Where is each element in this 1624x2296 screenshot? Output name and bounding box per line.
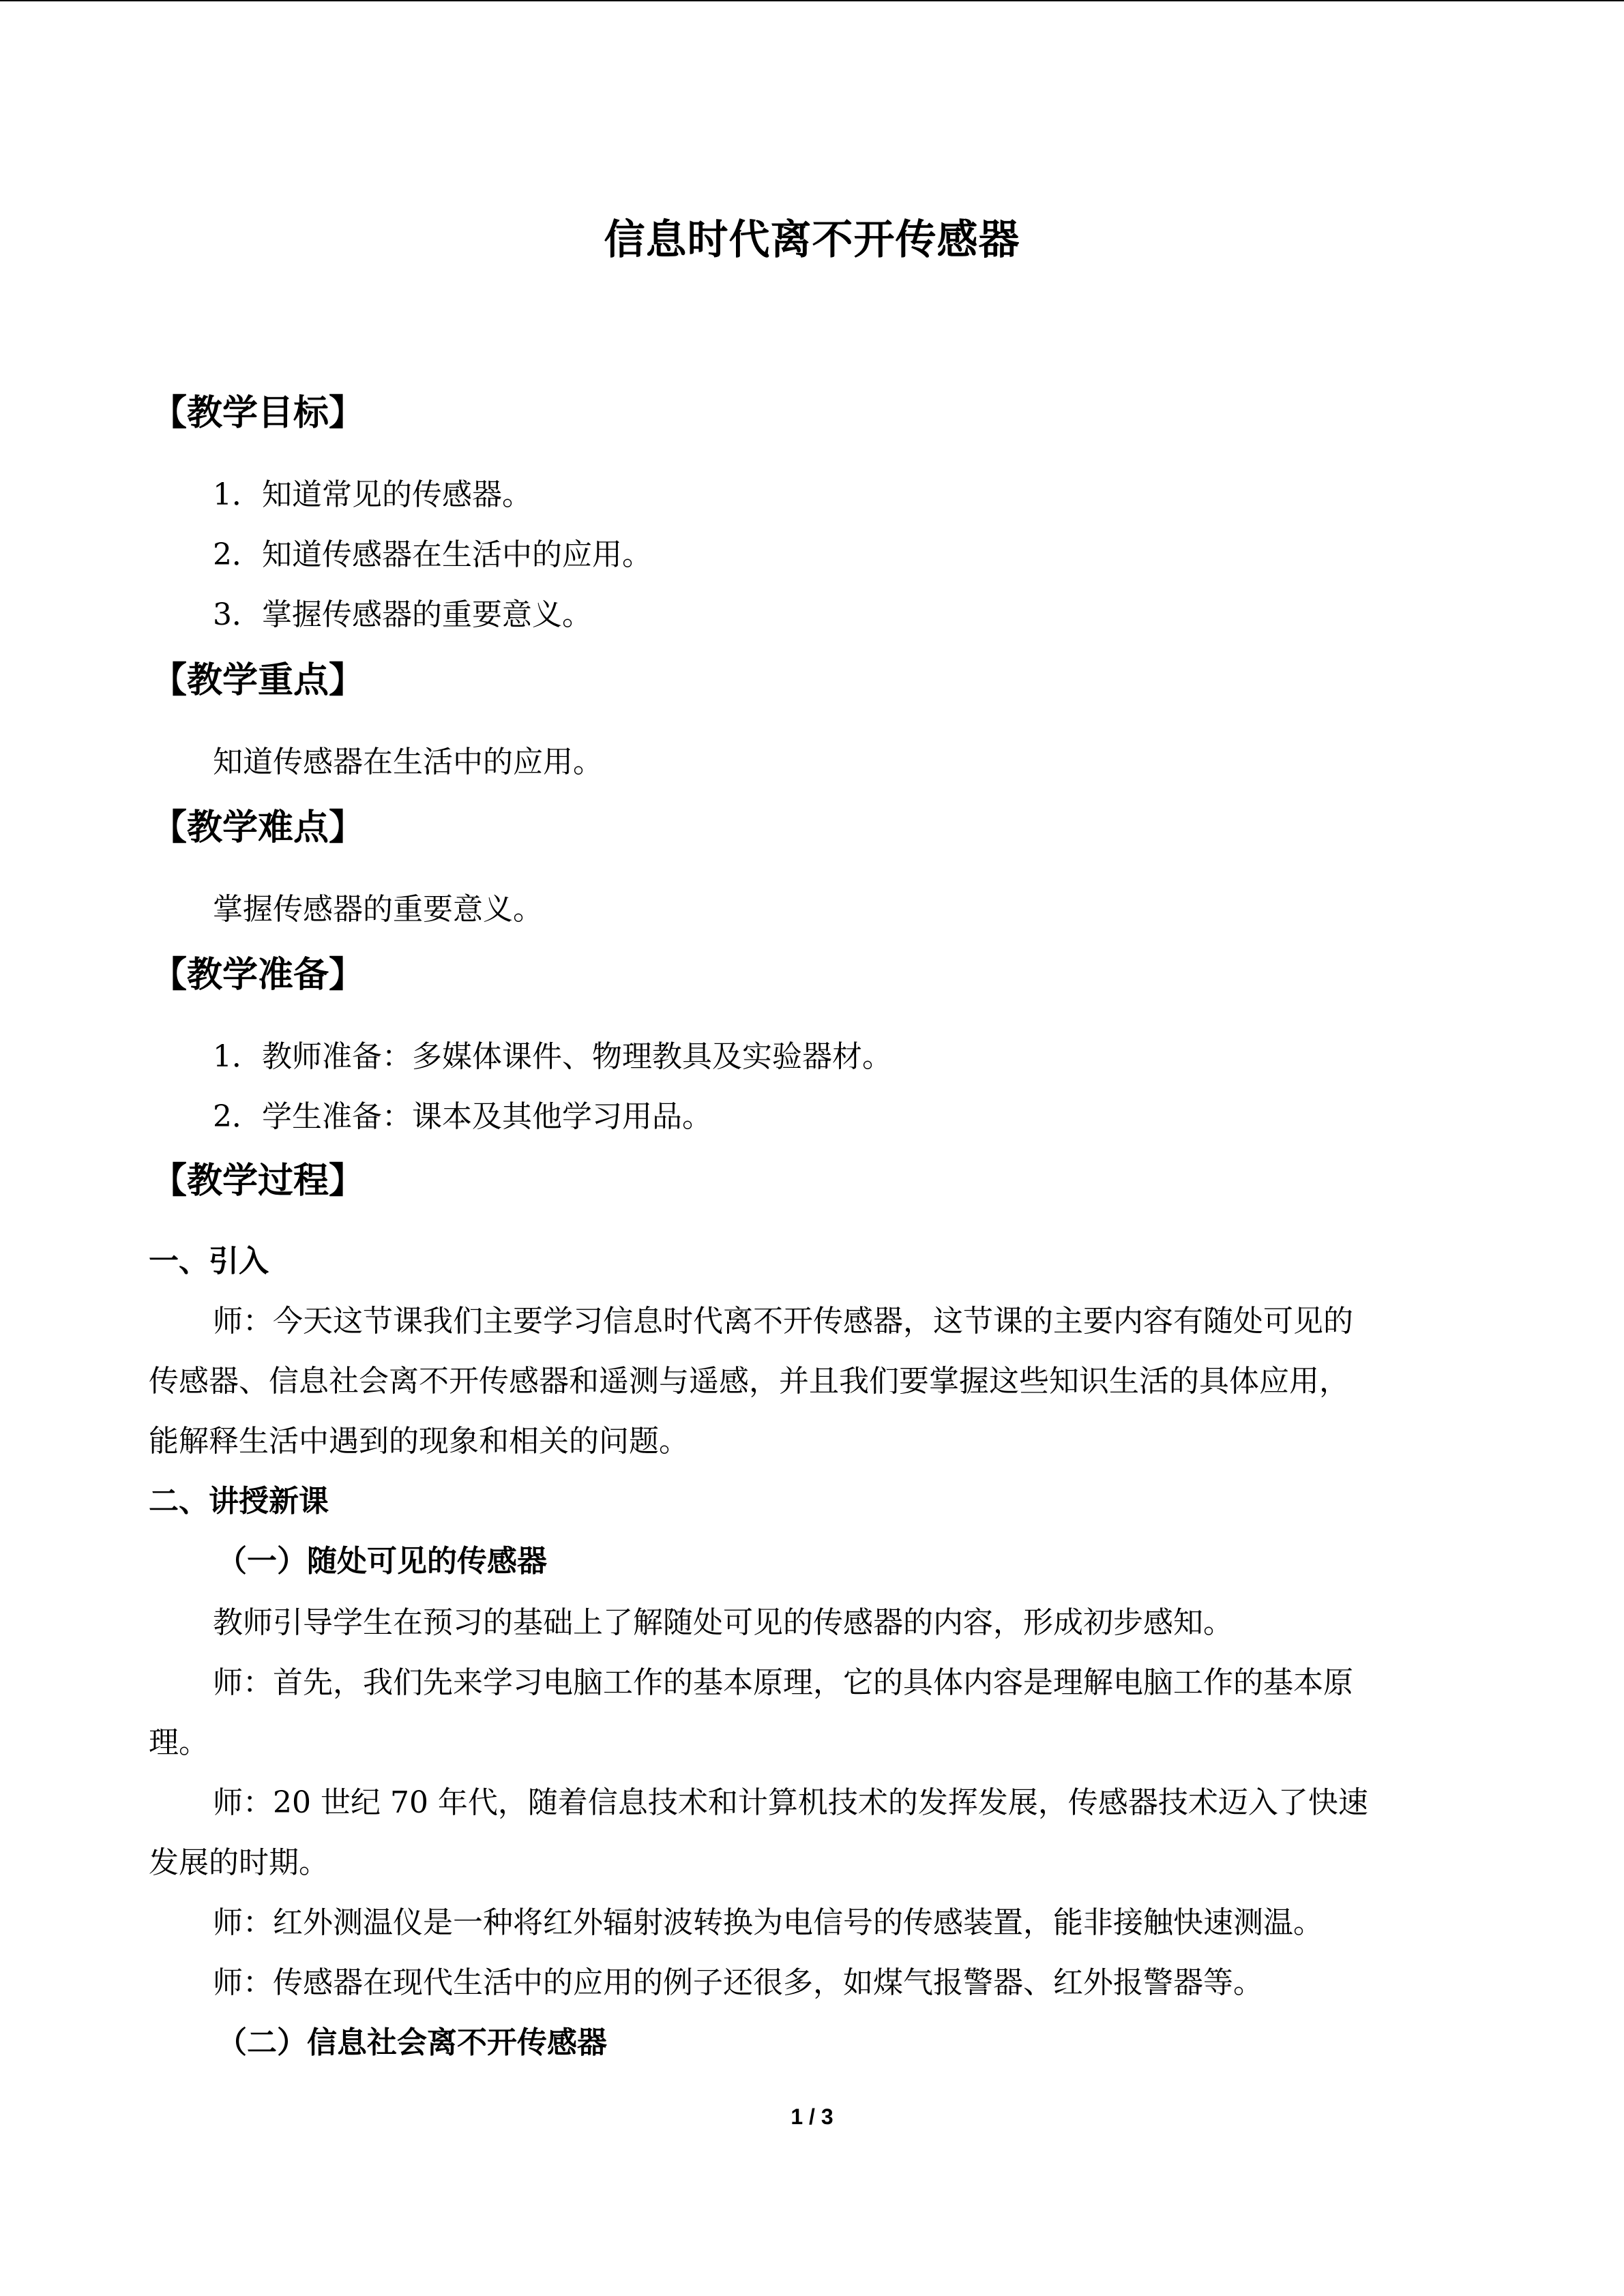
difficulties-text: 掌握传感器的重要意义。: [213, 892, 543, 927]
sub1-line-4: 师：20 世纪 70 年代，随着信息技术和计算机技术的发挥发展，传感器技术迈入了快速: [213, 1785, 1368, 1820]
intro-heading: 一、引入: [149, 1244, 269, 1279]
intro-line-1: 师：今天这节课我们主要学习信息时代离不开传感器，这节课的主要内容有随处可见的: [213, 1304, 1353, 1339]
sub1-line-2: 师：首先，我们先来学习电脑工作的基本原理，它的具体内容是理解电脑工作的基本原: [213, 1665, 1353, 1700]
new-lesson-heading: 二、讲授新课: [149, 1484, 329, 1519]
sub1-line-3: 理。: [149, 1725, 209, 1760]
heading-objectives: 【教学目标】: [151, 393, 365, 434]
intro-line-3: 能解释生活中遇到的现象和相关的问题。: [149, 1424, 689, 1459]
page-number: 1 / 3: [791, 2104, 833, 2129]
objective-item-2: 2．知道传感器在生活中的应用。: [213, 537, 652, 572]
heading-difficulties: 【教学难点】: [151, 807, 365, 848]
objective-item-3: 3．掌握传感器的重要意义。: [213, 597, 592, 632]
heading-preparation: 【教学准备】: [151, 955, 365, 996]
sub1-line-7: 师：传感器在现代生活中的应用的例子还很多，如煤气报警器、红外报警器等。: [213, 1965, 1263, 2000]
preparation-item-1: 1．教师准备：多媒体课件、物理教具及实验器材。: [213, 1039, 892, 1074]
sub1-line-6: 师：红外测温仪是一种将红外辐射波转换为电信号的传感装置，能非接触快速测温。: [213, 1905, 1323, 1940]
heading-process: 【教学过程】: [151, 1161, 365, 1202]
sub1-heading: （一）随处可见的传感器: [217, 1544, 547, 1579]
heading-key-points: 【教学重点】: [151, 660, 365, 701]
key-points-text: 知道传感器在生活中的应用。: [213, 745, 603, 779]
sub1-line-5: 发展的时期。: [149, 1845, 329, 1880]
objective-item-1: 1．知道常见的传感器。: [213, 477, 532, 512]
sub1-line-1: 教师引导学生在预习的基础上了解随处可见的传感器的内容，形成初步感知。: [213, 1605, 1233, 1640]
preparation-item-2: 2．学生准备：课本及其他学习用品。: [213, 1099, 712, 1134]
intro-line-2: 传感器、信息社会离不开传感器和遥测与遥感，并且我们要掌握这些知识生活的具体应用，: [149, 1364, 1349, 1399]
sub2-heading: （二）信息社会离不开传感器: [217, 2025, 607, 2060]
document-title: 信息时代离不开传感器: [604, 216, 1020, 264]
